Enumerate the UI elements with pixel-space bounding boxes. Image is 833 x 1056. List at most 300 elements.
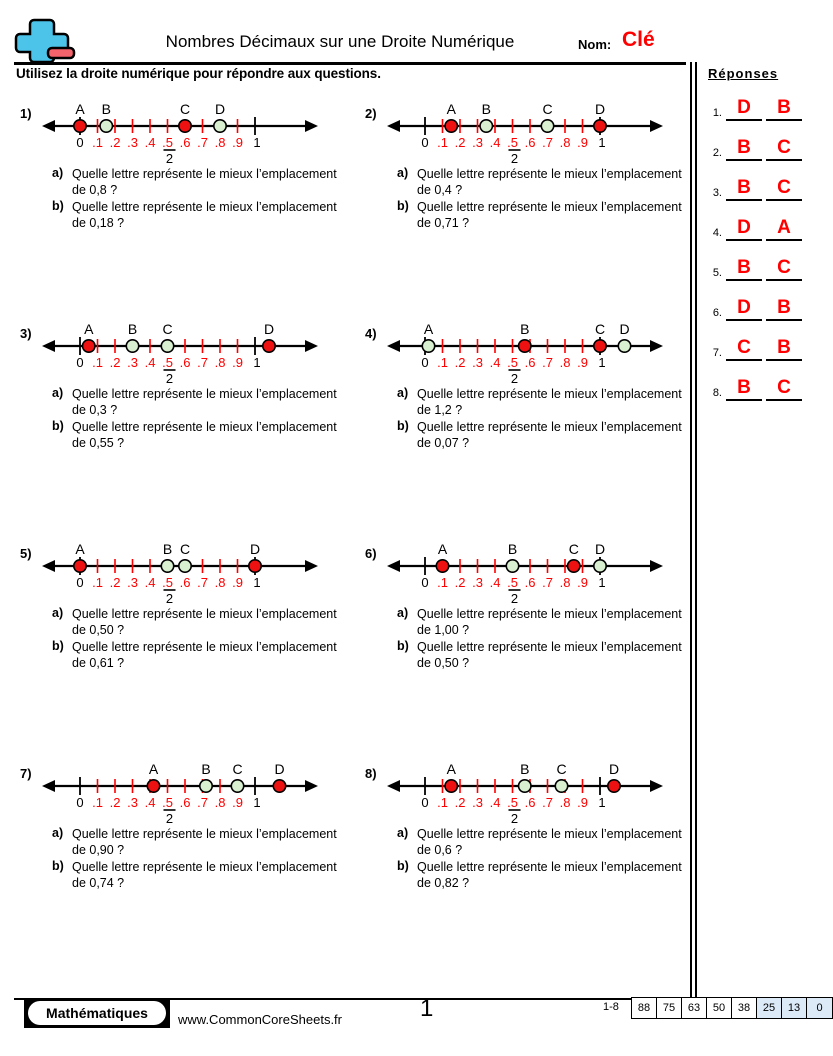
axis-arrow-left (387, 780, 400, 792)
number-line-point (74, 120, 86, 132)
axis-tick-label: .1 (92, 575, 103, 590)
problem-number: 4) (365, 326, 377, 341)
page-number: 1 (420, 995, 434, 1022)
axis-label-end: 1 (598, 355, 606, 370)
axis-tick-label: .2 (109, 355, 121, 370)
number-line (385, 98, 685, 166)
point-label: A (75, 541, 85, 557)
axis-label-start: 0 (76, 135, 84, 150)
number-line-point (147, 780, 159, 792)
axis-label-end: 1 (253, 355, 261, 370)
axis-tick-label: .5 (507, 135, 518, 150)
header-divider (14, 62, 686, 65)
number-line-point (594, 120, 606, 132)
name-value: Clé (622, 28, 655, 51)
axis-tick-label: .6 (179, 575, 191, 590)
axis-tick-label: .1 (92, 355, 103, 370)
axis-label-end: 1 (598, 575, 606, 590)
axis-tick-label: .8 (559, 355, 571, 370)
question-letter: a) (52, 166, 64, 180)
axis-arrow-left (387, 120, 400, 132)
answer-row (706, 241, 816, 281)
axis-tick-label: .1 (437, 135, 448, 150)
answer-slot-a[interactable]: B (726, 258, 762, 281)
number-line-point (445, 780, 457, 792)
axis-label-start: 0 (421, 135, 429, 150)
axis-label-end: 1 (253, 135, 261, 150)
question-list (52, 826, 352, 892)
question-letter: b) (397, 419, 409, 433)
fraction-denominator: 2 (165, 151, 174, 166)
number-line-point (608, 780, 620, 792)
axis-tick-label: .1 (92, 795, 103, 810)
question-item (52, 386, 352, 418)
question-list (397, 386, 697, 452)
question-item (52, 419, 352, 451)
axis-tick-label: .3 (127, 795, 138, 810)
axis-tick-label: .2 (454, 575, 466, 590)
number-line-point (179, 120, 191, 132)
score-scale (631, 997, 833, 1019)
axis-label-start: 0 (421, 795, 429, 810)
point-label: B (481, 101, 491, 117)
answer-row-number: 8. (712, 387, 722, 399)
axis-arrow-left (387, 560, 400, 572)
axis-arrow-right (305, 560, 318, 572)
question-text: Quelle lettre représente le mieux l’emplacement de 0,4 ? (417, 167, 682, 197)
axis-tick-label: .2 (454, 355, 466, 370)
axis-tick-label: .1 (437, 575, 448, 590)
point-label: C (179, 101, 191, 117)
question-letter: a) (52, 606, 64, 620)
number-line-point (249, 560, 261, 572)
problem-number: 1) (20, 106, 32, 121)
question-item (52, 199, 352, 231)
answer-row-number: 5. (712, 267, 722, 279)
point-label: C (232, 761, 243, 777)
question-text: Quelle lettre représente le mieux l’emplacement de 0,74 ? (72, 860, 337, 890)
point-label: B (201, 761, 211, 777)
axis-tick-label: .8 (559, 135, 571, 150)
score-scale-cell: 63 (682, 998, 707, 1018)
axis-arrow-right (305, 780, 318, 792)
point-label: C (568, 541, 579, 557)
question-item (397, 859, 697, 891)
problem-number: 6) (365, 546, 377, 561)
axis-arrow-left (387, 340, 400, 352)
answer-slot-b[interactable]: C (766, 378, 802, 401)
question-text: Quelle lettre représente le mieux l’emplacement de 0,8 ? (72, 167, 337, 197)
question-item (397, 386, 697, 418)
axis-tick-label: .8 (214, 575, 226, 590)
axis-arrow-right (650, 120, 663, 132)
page-header (0, 0, 816, 66)
question-item (52, 166, 352, 198)
number-line-point (445, 120, 457, 132)
point-label: B (520, 761, 530, 777)
question-letter: a) (397, 166, 409, 180)
point-label: C (594, 321, 606, 337)
axis-tick-label: .4 (144, 355, 156, 370)
question-list (397, 606, 697, 672)
axis-tick-label: .2 (454, 135, 466, 150)
fraction-denominator: 2 (510, 371, 519, 386)
axis-tick-label: .8 (214, 135, 226, 150)
question-text: Quelle lettre représente le mieux l’emplacement de 0,90 ? (72, 827, 337, 857)
point-label: D (263, 321, 275, 337)
question-letter: b) (52, 419, 64, 433)
number-line-point (263, 340, 275, 352)
axis-tick-label: .1 (437, 355, 448, 370)
answer-row-number: 2. (712, 147, 722, 159)
axis-tick-label: .4 (489, 575, 501, 590)
axis-tick-label: .6 (524, 355, 536, 370)
answer-row-number: 4. (712, 227, 722, 239)
question-letter: b) (52, 199, 64, 213)
answer-slot-a[interactable]: D (726, 298, 762, 321)
axis-tick-label: .3 (472, 575, 483, 590)
axis-tick-label: .2 (109, 575, 121, 590)
instructions-text: Utilisez la droite numérique pour répondre aux questions. (16, 66, 381, 81)
axis-tick-label: .5 (507, 795, 518, 810)
answer-row-number: 7. (712, 347, 722, 359)
point-label: A (446, 101, 456, 117)
axis-tick-label: .5 (507, 355, 518, 370)
point-label: C (162, 321, 173, 337)
point-label: B (101, 101, 111, 117)
score-scale-cell: 50 (707, 998, 732, 1018)
axis-tick-label: .3 (472, 795, 483, 810)
axis-label-start: 0 (421, 575, 429, 590)
point-label: A (148, 761, 159, 777)
axis-tick-label: .6 (179, 355, 191, 370)
axis-tick-label: .3 (472, 355, 483, 370)
axis-tick-label: .6 (179, 795, 191, 810)
axis-tick-label: .4 (144, 795, 156, 810)
question-list (397, 166, 697, 232)
question-item (397, 639, 697, 671)
axis-tick-label: .9 (577, 135, 588, 150)
score-scale-cell: 13 (782, 998, 807, 1018)
axis-tick-label: .7 (542, 135, 553, 150)
problem-number: 3) (20, 326, 32, 341)
number-line-point (594, 340, 606, 352)
number-line-point (519, 340, 531, 352)
axis-tick-label: .2 (109, 135, 121, 150)
question-letter: a) (52, 386, 64, 400)
axis-tick-label: .7 (197, 575, 208, 590)
axis-tick-label: .8 (214, 355, 226, 370)
question-text: Quelle lettre représente le mieux l’emplacement de 0,50 ? (72, 607, 337, 637)
axis-label-start: 0 (421, 355, 429, 370)
axis-tick-label: .5 (162, 355, 173, 370)
axis-tick-label: .6 (524, 575, 536, 590)
question-letter: b) (397, 859, 409, 873)
point-label: D (594, 101, 606, 117)
score-scale-cell: 88 (632, 998, 657, 1018)
point-label: D (249, 541, 261, 557)
axis-tick-label: .8 (559, 795, 571, 810)
number-line-point (74, 560, 86, 572)
point-label: A (423, 321, 434, 337)
score-scale-cell: 25 (757, 998, 782, 1018)
axis-tick-label: .9 (577, 355, 588, 370)
axis-tick-label: .9 (577, 575, 588, 590)
question-item (52, 639, 352, 671)
number-line-point (480, 120, 492, 132)
problem-number: 5) (20, 546, 32, 561)
question-letter: b) (397, 639, 409, 653)
answer-slot-a[interactable]: B (726, 138, 762, 161)
axis-tick-label: .5 (507, 575, 518, 590)
number-line-point (618, 340, 630, 352)
number-line-point (161, 560, 173, 572)
answer-slot-b[interactable]: C (766, 178, 802, 201)
answer-row-number: 1. (712, 107, 722, 119)
answer-key-column (700, 62, 816, 401)
axis-label-start: 0 (76, 355, 84, 370)
axis-tick-label: .5 (162, 135, 173, 150)
question-item (397, 606, 697, 638)
question-text: Quelle lettre représente le mieux l’emplacement de 1,2 ? (417, 387, 682, 417)
axis-tick-label: .9 (232, 795, 243, 810)
fraction-denominator: 2 (510, 811, 519, 826)
question-list (52, 606, 352, 672)
axis-arrow-left (42, 120, 55, 132)
score-scale-label: 1-8 (603, 1001, 619, 1013)
score-scale-cell: 0 (807, 998, 832, 1018)
number-line (40, 538, 340, 606)
axis-tick-label: .5 (162, 575, 173, 590)
name-label: Nom: (578, 37, 612, 52)
axis-tick-label: .6 (524, 135, 536, 150)
number-line-point (179, 560, 191, 572)
point-label: C (179, 541, 191, 557)
answer-slot-b[interactable]: B (766, 298, 802, 321)
question-item (52, 859, 352, 891)
question-letter: a) (397, 386, 409, 400)
axis-tick-label: .9 (232, 135, 243, 150)
axis-tick-label: .3 (472, 135, 483, 150)
point-label: A (446, 761, 456, 777)
fraction-denominator: 2 (510, 591, 519, 606)
point-label: C (542, 101, 553, 117)
axis-arrow-right (305, 340, 318, 352)
point-label: D (608, 761, 620, 777)
question-letter: a) (397, 606, 409, 620)
number-line-point (422, 340, 434, 352)
number-line-point (594, 560, 606, 572)
answer-slot-b[interactable]: A (766, 218, 802, 241)
plus-minus-icon (14, 16, 76, 62)
answer-slot-b[interactable]: B (766, 338, 802, 361)
axis-label-start: 0 (76, 575, 84, 590)
axis-arrow-right (305, 120, 318, 132)
axis-tick-label: .7 (542, 795, 553, 810)
number-line-point (436, 560, 448, 572)
answer-row (706, 321, 816, 361)
question-list (52, 386, 352, 452)
number-line-point (568, 560, 580, 572)
number-line (40, 318, 340, 386)
point-label: B (162, 541, 173, 557)
answer-row (706, 201, 816, 241)
question-text: Quelle lettre représente le mieux l’emplacement de 0,6 ? (417, 827, 682, 857)
number-line (385, 758, 685, 826)
question-item (397, 419, 697, 451)
axis-label-end: 1 (253, 795, 261, 810)
answer-row (706, 81, 816, 121)
point-label: B (507, 541, 518, 557)
number-line-point (519, 780, 531, 792)
axis-label-end: 1 (598, 135, 606, 150)
number-line-point (200, 780, 212, 792)
question-text: Quelle lettre représente le mieux l’emplacement de 0,71 ? (417, 200, 682, 230)
axis-tick-label: .4 (489, 795, 501, 810)
question-text: Quelle lettre représente le mieux l’emplacement de 0,3 ? (72, 387, 337, 417)
fraction-denominator: 2 (510, 151, 519, 166)
answer-slot-a[interactable]: B (726, 178, 762, 201)
subject-badge (24, 998, 170, 1028)
question-list (52, 166, 352, 232)
axis-label-start: 0 (76, 795, 84, 810)
number-line-point (214, 120, 226, 132)
question-letter: a) (52, 826, 64, 840)
point-label: A (75, 101, 85, 117)
axis-tick-label: .6 (179, 135, 191, 150)
point-label: D (274, 761, 285, 777)
axis-tick-label: .6 (524, 795, 536, 810)
answer-slot-a[interactable]: D (726, 218, 762, 241)
subject-badge-label: Mathématiques (28, 1001, 166, 1025)
point-label: D (214, 101, 226, 117)
axis-label-end: 1 (253, 575, 261, 590)
answers-heading: Réponses (708, 66, 779, 81)
axis-tick-label: .7 (197, 355, 208, 370)
score-scale-cell: 38 (732, 998, 757, 1018)
axis-label-end: 1 (598, 795, 606, 810)
axis-tick-label: .8 (559, 575, 571, 590)
axis-tick-label: .4 (144, 135, 156, 150)
axis-arrow-left (42, 560, 55, 572)
point-label: B (127, 321, 138, 337)
question-text: Quelle lettre représente le mieux l’emplacement de 0,61 ? (72, 640, 337, 670)
number-line-point (161, 340, 173, 352)
axis-tick-label: .9 (232, 355, 243, 370)
number-line (385, 538, 685, 606)
fraction-denominator: 2 (165, 591, 174, 606)
answer-slot-a[interactable]: D (726, 98, 762, 121)
number-line-point (126, 340, 138, 352)
axis-tick-label: .9 (577, 795, 588, 810)
question-text: Quelle lettre représente le mieux l’emplacement de 0,55 ? (72, 420, 337, 450)
number-line-point (231, 780, 243, 792)
axis-arrow-left (42, 780, 55, 792)
axis-arrow-right (650, 780, 663, 792)
number-line-point (506, 560, 518, 572)
answer-slot-b[interactable]: C (766, 258, 802, 281)
answer-row (706, 361, 816, 401)
answer-slot-b[interactable]: B (766, 98, 802, 121)
axis-tick-label: .2 (454, 795, 466, 810)
answer-row-number: 6. (712, 307, 722, 319)
number-line (40, 98, 340, 166)
axis-tick-label: .1 (437, 795, 448, 810)
question-item (52, 826, 352, 858)
question-item (397, 166, 697, 198)
point-label: B (520, 321, 530, 337)
score-scale-cell: 75 (657, 998, 682, 1018)
number-line-point (541, 120, 553, 132)
axis-tick-label: .4 (489, 355, 501, 370)
question-item (52, 606, 352, 638)
question-text: Quelle lettre représente le mieux l’emplacement de 1,00 ? (417, 607, 682, 637)
axis-tick-label: .7 (197, 795, 208, 810)
point-label: C (556, 761, 567, 777)
answer-row-number: 3. (712, 187, 722, 199)
problem-number: 8) (365, 766, 377, 781)
axis-tick-label: .8 (214, 795, 226, 810)
axis-tick-label: .5 (162, 795, 173, 810)
question-letter: b) (397, 199, 409, 213)
axis-tick-label: .3 (127, 135, 138, 150)
point-label: D (594, 541, 606, 557)
point-label: D (619, 321, 630, 337)
axis-tick-label: .3 (127, 575, 138, 590)
question-letter: a) (397, 826, 409, 840)
number-line (40, 758, 340, 826)
axis-tick-label: .4 (489, 135, 501, 150)
site-url: www.CommonCoreSheets.fr (178, 1012, 342, 1027)
question-text: Quelle lettre représente le mieux l’emplacement de 0,50 ? (417, 640, 682, 670)
axis-arrow-right (650, 560, 663, 572)
page-title: Nombres Décimaux sur une Droite Numérique (165, 32, 515, 51)
fraction-denominator: 2 (165, 371, 174, 386)
question-letter: b) (52, 859, 64, 873)
answer-row (706, 281, 816, 321)
axis-tick-label: .2 (109, 795, 121, 810)
answer-slot-a[interactable]: C (726, 338, 762, 361)
axis-tick-label: .9 (232, 575, 243, 590)
axis-arrow-right (650, 340, 663, 352)
question-text: Quelle lettre représente le mieux l’emplacement de 0,07 ? (417, 420, 682, 450)
answer-slot-b[interactable]: C (766, 138, 802, 161)
axis-tick-label: .3 (127, 355, 138, 370)
number-line-point (555, 780, 567, 792)
question-text: Quelle lettre représente le mieux l’emplacement de 0,18 ? (72, 200, 337, 230)
number-line (385, 318, 685, 386)
question-item (397, 199, 697, 231)
axis-tick-label: .7 (197, 135, 208, 150)
axis-tick-label: .1 (92, 135, 103, 150)
point-label: A (437, 541, 448, 557)
answer-slot-a[interactable]: B (726, 378, 762, 401)
problem-number: 7) (20, 766, 32, 781)
axis-tick-label: .7 (542, 355, 553, 370)
answer-row (706, 121, 816, 161)
axis-tick-label: .7 (542, 575, 553, 590)
question-text: Quelle lettre représente le mieux l’emplacement de 0,82 ? (417, 860, 682, 890)
question-letter: b) (52, 639, 64, 653)
number-line-point (83, 340, 95, 352)
axis-arrow-left (42, 340, 55, 352)
question-list (397, 826, 697, 892)
answer-row (706, 161, 816, 201)
axis-tick-label: .4 (144, 575, 156, 590)
number-line-point (100, 120, 112, 132)
fraction-denominator: 2 (165, 811, 174, 826)
point-label: A (84, 321, 94, 337)
